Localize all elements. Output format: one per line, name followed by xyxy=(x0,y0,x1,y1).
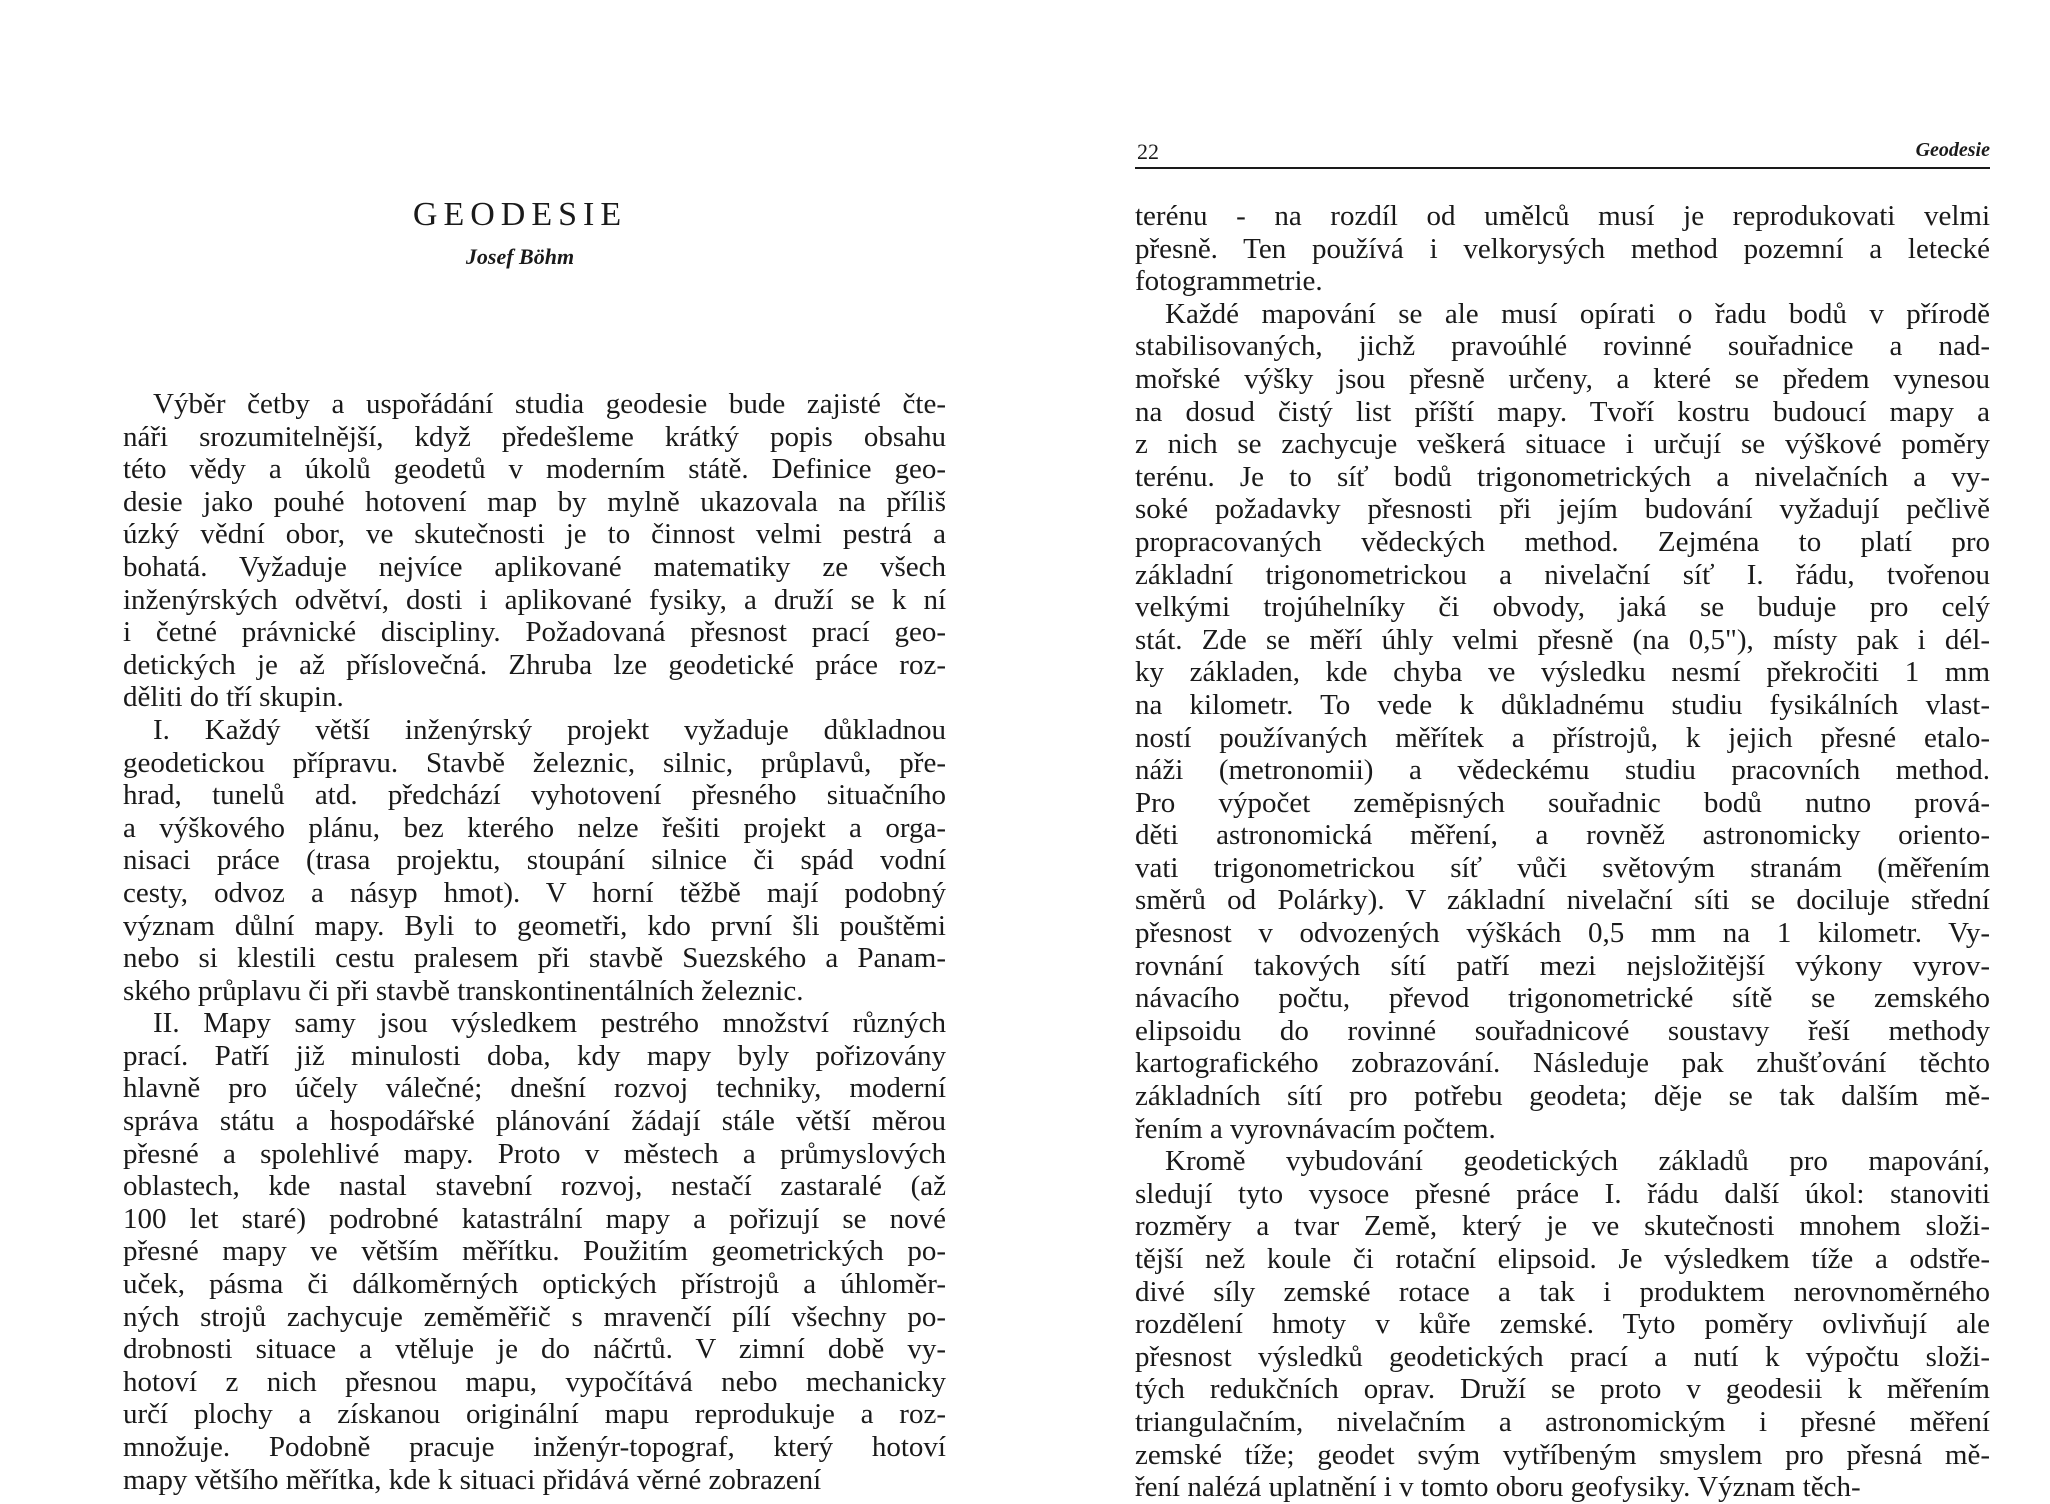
text-line: zemské tíže; geodet svým vytříbeným smyslem pro přesná mě- xyxy=(1135,1438,1990,1471)
text-line: hlavně pro účely válečné; dnešní rozvoj techniky, moderní xyxy=(123,1072,946,1105)
text-line: fotogrammetrie. xyxy=(1135,265,1323,298)
text-line: cesty, odvoz a násyp hmot). V horní těžbě mají podobný xyxy=(123,876,946,909)
text-line: děliti do tří skupin. xyxy=(123,681,344,714)
text-line: nisaci práce (trasa projektu, stoupání silnice či spád vodní xyxy=(123,844,946,877)
running-head-title: Geodesie xyxy=(1915,139,1990,161)
text-line: a výškového plánu, bez kterého nelze řešiti projekt a orga- xyxy=(123,811,946,844)
text-line: Každé mapování se ale musí opírati o řadu bodů v přírodě xyxy=(1165,297,1990,330)
text-line: přesné a spolehlivé mapy. Proto v městech a průmyslových xyxy=(123,1137,946,1170)
text-line: I. Každý větší inženýrský projekt vyžaduje důkladnou xyxy=(153,713,946,746)
text-line: přesnost výsledků geodetických prací a nutí k výpočtu složi- xyxy=(1135,1340,1990,1373)
text-line: Pro výpočet zeměpisných souřadnic bodů nutno prová- xyxy=(1135,786,1990,819)
left-page xyxy=(0,0,1025,1500)
text-line: Výběr četby a uspořádání studia geodesie bude zajisté čte- xyxy=(153,388,946,420)
right-page xyxy=(1025,0,2050,1504)
text-line: návacího počtu, převod trigonometrické sítě se zemského xyxy=(1135,982,1990,1015)
text-line: tější než koule či rotační elipsoid. Je výsledkem tíže a odstře- xyxy=(1135,1243,1990,1275)
text-line: řením a vyrovnávacím počtem. xyxy=(1135,1112,1496,1145)
text-line: i četné právnické discipliny. Požadovaná přesnost prací geo- xyxy=(123,616,946,649)
text-line: stabilisovaných, jichž pravoúhlé rovinné souřadnice a nad- xyxy=(1135,330,1990,363)
text-line: terénu. Je to síť bodů trigonometrických a nivelačních a vy- xyxy=(1135,460,1990,493)
text-line: sledují tyto vysoce přesné práce I. řádu další úkol: stanoviti xyxy=(1135,1177,1990,1210)
text-line: hrad, tunelů atd. předchází vyhotovení přesného situačního xyxy=(123,779,946,812)
text-line: uček, pásma či dálkoměrných optických přístrojů a úhloměr- xyxy=(123,1268,946,1301)
text-line: II. Mapy samy jsou výsledkem pestrého množství různých xyxy=(153,1007,946,1040)
text-line: množuje. Podobně pracuje inženýr-topograf, který hotoví xyxy=(123,1431,946,1463)
text-line: 100 let staré) podrobné katastrální mapy a pořizují se nové xyxy=(123,1202,946,1235)
text-line: terénu - na rozdíl od umělců musí je reprodukovati velmi xyxy=(1135,200,1990,232)
right-body-text xyxy=(1135,200,1990,1504)
text-line: vati trigonometrickou síť vůči světovým stranám (měřením xyxy=(1135,851,1990,884)
text-line: rozměry a tvar Země, který je ve skutečnosti mnohem složi- xyxy=(1135,1210,1990,1243)
text-line: kartografického zobrazování. Následuje pak zhušťování těchto xyxy=(1135,1047,1990,1080)
text-line: směrů od Polárky). V základní nivelační síti se dociluje střední xyxy=(1135,884,1990,917)
text-line: desie jako pouhé hotovení map by mylně ukazovala na příliš xyxy=(123,485,946,518)
text-line: z nich se zachycuje veškerá situace i určují se výškové poměry xyxy=(1135,428,1990,461)
text-line: rovnání takových sítí patří mezi nejsložitější výkony vyrov- xyxy=(1135,949,1990,982)
text-line: přesně. Ten používá i velkorysých method pozemní a letecké xyxy=(1135,232,1990,265)
text-line: hotoví z nich přesnou mapu, vypočítává nebo mechanicky xyxy=(123,1365,946,1398)
text-line: přesnost v odvozených výškách 0,5 mm na 1 kilometr. Vy- xyxy=(1135,917,1990,950)
text-line: přesné mapy ve větším měřítku. Použitím geometrických po- xyxy=(123,1235,946,1268)
text-line: bohatá. Vyžaduje nejvíce aplikované matematiky ze všech xyxy=(123,550,946,583)
text-line: ností používaných měřítek a přístrojů, k jejich přesné etalo- xyxy=(1135,721,1990,754)
text-line: stát. Zde se měří úhly velmi přesně (na 0,5"), místy pak i dél- xyxy=(1135,623,1990,656)
left-body-text xyxy=(123,388,946,1496)
text-line: ského průplavu či při stavbě transkontinentálních železnic. xyxy=(123,974,804,1007)
text-line: na dosud čistý list příští mapy. Tvoří kostru budoucí mapy a xyxy=(1135,395,1990,428)
text-line: triangulačním, nivelačním a astronomickým i přesné měření xyxy=(1135,1405,1990,1438)
text-line: prací. Patří již minulosti doba, kdy mapy byly pořizovány xyxy=(123,1039,946,1072)
text-line: ření nalézá uplatnění i v tomto oboru geofysiky. Význam těch- xyxy=(1135,1471,1861,1504)
article-title: GEODESIE xyxy=(412,196,628,233)
text-line: na kilometr. To vede k důkladnému studiu fysikálních vlast- xyxy=(1135,688,1990,721)
text-line: detických je až příslovečná. Zhruba lze geodetické práce roz- xyxy=(123,648,946,681)
text-line: nebo si klestili cestu pralesem při stavbě Suezského a Panam- xyxy=(123,942,946,975)
text-line: oblastech, kde nastal stavební rozvoj, nestačí zastaralé (až xyxy=(123,1170,946,1203)
text-line: geodetickou přípravu. Stavbě železnic, silnic, průplavů, pře- xyxy=(123,746,946,779)
text-line: této vědy a úkolů geodetů v moderním státě. Definice geo- xyxy=(123,453,946,486)
text-line: propracovaných vědeckých method. Zejména to platí pro xyxy=(1135,525,1990,558)
text-line: náři srozumitelnější, když předešleme krátký popis obsahu xyxy=(123,420,946,453)
text-line: soké požadavky přesnosti při jejím budování vyžadují pečlivě xyxy=(1135,493,1990,526)
text-line: určí plochy a získanou originální mapu reprodukuje a roz- xyxy=(123,1398,946,1431)
text-line: tých redukčních oprav. Druží se proto v geodesii k měřením xyxy=(1135,1373,1990,1406)
text-line: správa státu a hospodářské plánování žádají stále větší měrou xyxy=(123,1105,946,1138)
page-number: 22 xyxy=(1137,139,1159,164)
text-line: divé síly zemské rotace a tak i produktem nerovnoměrného xyxy=(1135,1275,1990,1308)
article-author: Josef Böhm xyxy=(465,244,575,269)
text-line: inženýrských odvětví, dosti i aplikované fysiky, a druží se k ní xyxy=(123,583,946,616)
text-line: náži (metronomii) a vědeckému studiu pracovních method. xyxy=(1135,754,1990,787)
text-line: děti astronomická měření, a rovněž astronomicky oriento- xyxy=(1135,819,1990,852)
text-line: úzký vědní obor, ve skutečnosti je to činnost velmi pestrá a xyxy=(123,518,946,551)
text-line: rozdělení hmoty v kůře zemské. Tyto poměry ovlivňují ale xyxy=(1135,1308,1990,1341)
text-line: velkými trojúhelníky či obvody, jaká se buduje pro celý xyxy=(1135,591,1990,624)
text-line: drobnosti situace a vtěluje je do náčrtů. V zimní době vy- xyxy=(123,1333,946,1366)
text-line: elipsoidu do rovinné souřadnicové soustavy řeší methody xyxy=(1135,1014,1990,1047)
text-line: mořské výšky jsou přesně určeny, a které se předem vynesou xyxy=(1135,362,1990,395)
running-head xyxy=(1135,137,1990,169)
text-line: Kromě vybudování geodetických základů pro mapování, xyxy=(1165,1145,1990,1178)
text-line: základní trigonometrickou a nivelační síť I. řádu, tvořenou xyxy=(1135,558,1990,591)
text-line: ných strojů zachycuje zeměměřič s mravenčí pílí všechny po- xyxy=(123,1300,946,1333)
text-line: základních sítí pro potřebu geodeta; děje se tak dalším mě- xyxy=(1135,1080,1990,1113)
text-line: ky základen, kde chyba ve výsledku nesmí překročiti 1 mm xyxy=(1135,656,1990,689)
text-line: význam důlní mapy. Byli to geometři, kdo první šli pouštěmi xyxy=(123,909,946,942)
text-line: mapy většího měřítka, kde k situaci přidává věrné zobrazení xyxy=(123,1463,822,1496)
